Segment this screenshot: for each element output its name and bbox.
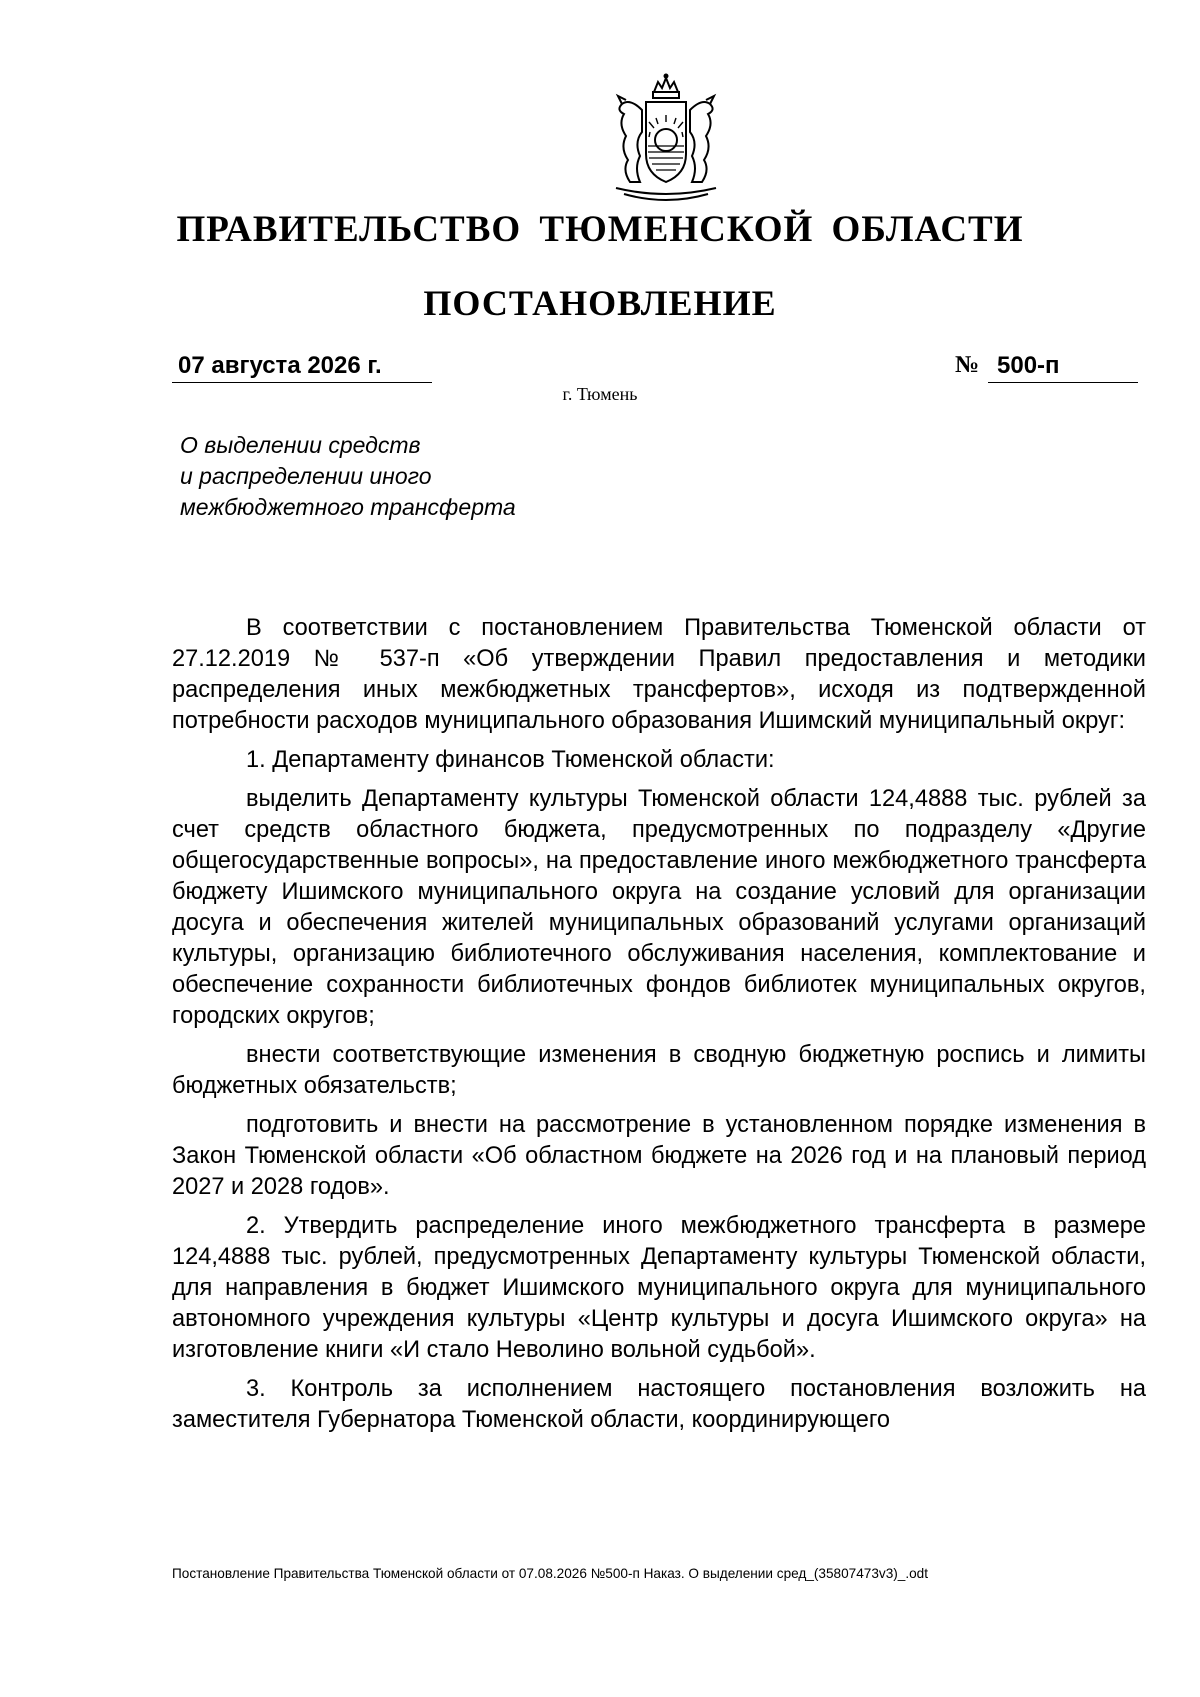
document-body [172,613,1146,1444]
subject-line: и распределении иного [180,463,432,489]
organization-title: ПРАВИТЕЛЬСТВО ТЮМЕНСКОЙ ОБЛАСТИ [176,209,1024,250]
document-subject [180,430,640,523]
coat-of-arms-icon [596,70,736,210]
subject-line: О выделении средств [180,432,421,458]
body-paragraph: 2. Утвердить распределение иного межбюджетного трансферта в размере 124,4888 тыс. рублей, предусмотренных Департаменту культуры Тюменской области, для направления в бюджет Ишимского муниципального округа для муниципального автономного учреждения культуры «Центр культуры и досуга Ишимского округа» на изготовление книги «И стало Неволино вольной судьбой». [172,1213,1146,1363]
document-type-title: ПОСТАНОВЛЕНИЕ [423,283,777,323]
subject-line: межбюджетного трансферта [180,494,516,520]
body-paragraph: 1. Департаменту финансов Тюменской области: [246,747,775,773]
date-underline [172,382,432,383]
body-paragraph: 3. Контроль за исполнением настоящего постановления возложить на заместителя Губернатора Тюменской области, координирующего [172,1376,1146,1433]
document-number: 500-п [997,352,1060,379]
number-underline [988,382,1138,383]
page-footer: Постановление Правительства Тюменской области от 07.08.2026 №500-п Наказ. О выделении сред_(35807473v3)_.odt [172,1566,929,1581]
body-paragraph: подготовить и внести на рассмотрение в установленном порядке изменения в Закон Тюменской области «Об областном бюджете на 2026 год и на плановый период 2027 и 2028 годов». [172,1112,1146,1200]
document-date: 07 августа 2026 г. [178,352,382,379]
body-paragraph: выделить Департаменту культуры Тюменской области 124,4888 тыс. рублей за счет средств областного бюджета, предусмотренных по подразделу «Другие общегосударственные вопросы», на предоставление иного межбюджетного трансферта бюджету Ишимского муниципального округа на создание условий для организации досуга и обеспечения жителей муниципальных образований услугами организаций культуры, организацию библиотечного обслуживания населения, комплектование и обеспечение сохранности библиотечных фондов библиотек муниципальных округов, городских округов; [172,786,1146,1029]
document-city: г. Тюмень [562,384,638,404]
body-paragraph: В соответствии с постановлением Правительства Тюменской области от 27.12.2019 № 537-п «Об утверждении Правил предоставления и методики распределения иных межбюджетных трансфертов», исходя из подтвержденной потребности расходов муниципального образования Ишимский муниципальный округ: [172,615,1146,734]
number-sign: № [955,352,980,378]
body-paragraph: внести соответствующие изменения в сводную бюджетную роспись и лимиты бюджетных обязательств; [172,1042,1146,1099]
